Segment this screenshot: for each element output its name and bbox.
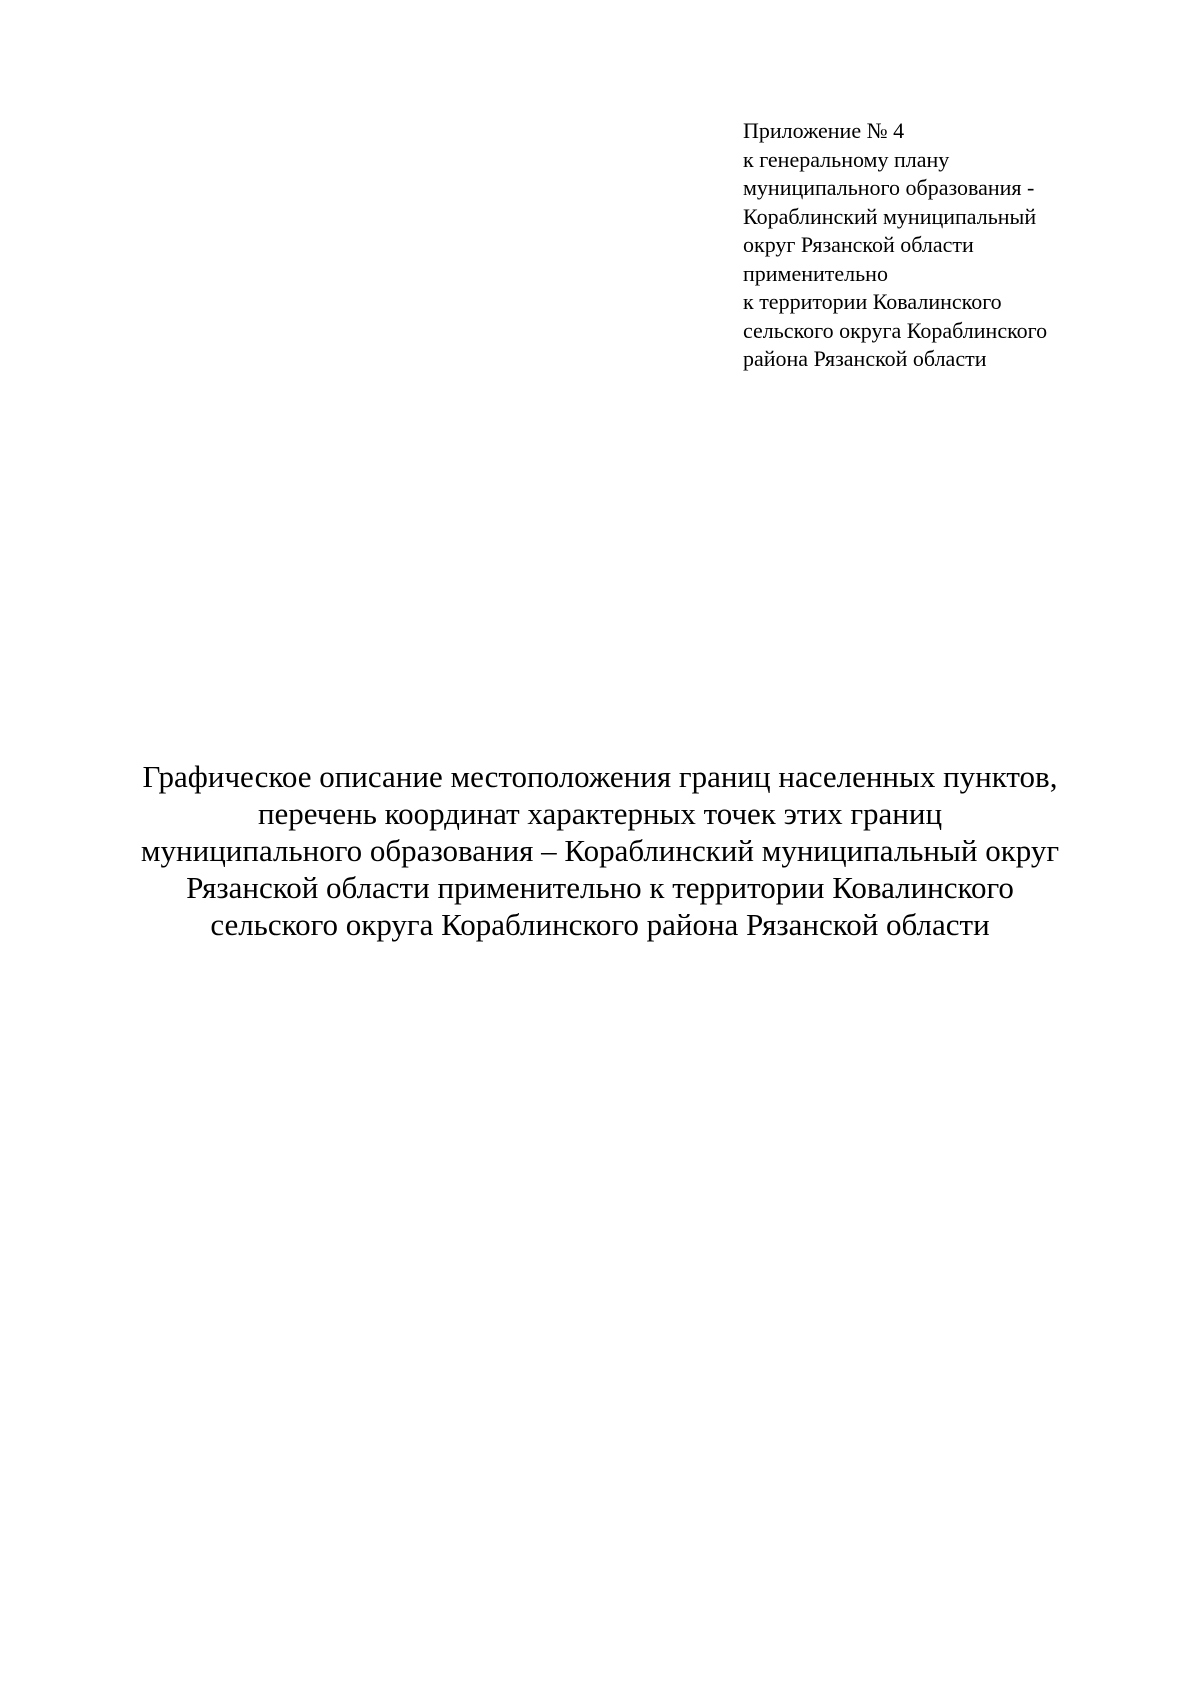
- title-line: сельского округа Кораблинского района Рязанской области: [210, 907, 990, 942]
- appendix-line: района Рязанской области: [743, 346, 987, 371]
- appendix-line: Приложение № 4: [743, 118, 905, 143]
- document-title: [100, 758, 1100, 943]
- appendix-note: [743, 117, 1163, 374]
- title-line: Графическое описание местоположения границ населенных пунктов,: [142, 759, 1058, 794]
- appendix-line: муниципального образования -: [743, 175, 1035, 200]
- appendix-line: округ Рязанской области: [743, 232, 974, 257]
- title-line: перечень координат характерных точек этих границ: [257, 796, 943, 831]
- appendix-line: Кораблинский муниципальный: [743, 203, 1037, 229]
- appendix-line: к генеральному плану: [743, 146, 950, 172]
- title-line: Рязанской области применительно к территории Ковалинского: [186, 870, 1014, 905]
- appendix-line: применительно: [743, 260, 888, 286]
- appendix-line: сельского округа Кораблинского: [743, 317, 1048, 343]
- appendix-line: к территории Ковалинского: [743, 289, 1002, 314]
- title-line: муниципального образования – Кораблинский муниципальный округ: [140, 833, 1060, 868]
